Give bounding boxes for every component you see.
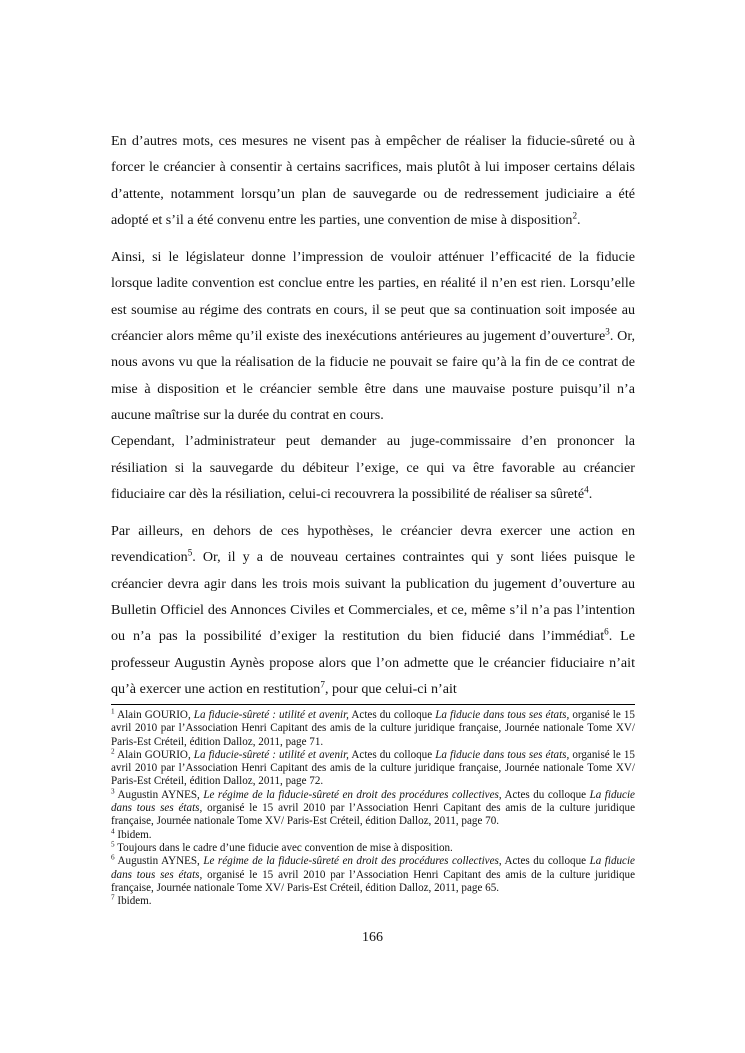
footnote-reference: 7 — [111, 893, 115, 902]
paragraph-3 — [111, 428, 635, 507]
footnote-reference: 7 — [320, 679, 325, 690]
text-run: . Or, il y a de nouveau certaines contraintes qui y sont liées puisque le créancier devra agir dans les trois mois suivant la publication du jugement d’ouverture au Bulletin Officiel des Annonces Civiles et Commerciales, et ce, même s’il n’a pas l’intention ou n’a pas la possibilité d’exiger la restitution du bien fiducié dans l’immédiat — [111, 549, 635, 645]
footnote-2 — [111, 749, 635, 789]
italic-title: La fiducie dans tous ses états, — [111, 855, 635, 881]
text-run: Augustin AYNES, — [114, 788, 204, 801]
text-run: Ibidem. — [114, 828, 152, 841]
footnote-reference: 2 — [572, 210, 578, 221]
text-run: . Or, nous avons vu que la réalisation de la fiducie ne pouvait se faire qu’à la fin de ce contrat de mise à disposition et le créancier semble être dans une mauvaise posture puisqu’il n’a aucune maîtrise sur la durée du contrat en cours. — [111, 328, 635, 423]
text-run: . — [588, 485, 593, 502]
footnote-7 — [111, 895, 635, 908]
text-run: organisé le 15 avril 2010 par l’Association Henri Capitant des amis de la culture juridique française, Journée nationale Tome XV/ Paris-Est Créteil, édition Dalloz, 2011, page 71. — [111, 709, 635, 748]
text-run: Alain GOURIO, — [114, 709, 194, 721]
text-run: Par ailleurs, en dehors de ces hypothèses, le créancier devra exercer une action en revendication — [111, 523, 635, 566]
paragraph-2 — [111, 244, 635, 428]
text-run: Alain GOURIO, — [114, 748, 194, 761]
text-run: Cependant, l’administrateur peut demander au juge-commissaire d’en prononcer la résiliation si la sauvegarde du débiteur l’exige, ce qui va être favorable au créancier fiduciaire car dès la résiliation, celui-ci recouvrera la possibilité de réaliser sa sûreté — [111, 433, 635, 502]
paragraph-4 — [111, 518, 635, 702]
footnote-reference: 5 — [187, 547, 193, 558]
footnotes — [111, 709, 635, 908]
text-run: organisé le 15 avril 2010 par l’Association Henri Capitant des amis de la culture juridique française, Journée nationale Tome XV/ Paris-Est Créteil, édition Dalloz, 2011, page 70. — [111, 802, 636, 828]
text-run: Ainsi, si le législateur donne l’impression de vouloir atténuer l’efficacité de la fiducie lorsque ladite convention est conclue entre les parties, en réalité il n’en est rien. Lorsqu’elle est soumise au régime des contrats en cours, il se peut que sa continuation soit imposée au créancier alors même qu’il existe des inexécutions antérieures au jugement d’ouverture — [111, 249, 635, 345]
footnote-4 — [111, 826, 635, 842]
text-run: En d’autres mots, ces mesures ne visent pas à empêcher de réaliser la fiducie-sûreté ou à forcer le créancier à consentir à certains sacrifices, mais plutôt à lui imposer certains délais d’attente, notamment lorsqu’un plan de sauvegarde ou de redressement judiciaire a été adopté et s’il a été convenu entre les parties, une convention de mise à disposition — [111, 133, 635, 228]
footnote-reference: 6 — [604, 626, 609, 637]
italic-title: La fiducie-sûreté : utilité et avenir, — [193, 748, 349, 761]
page-number: 166 — [362, 930, 383, 945]
text-run: . Le professeur Augustin Aynès propose alors que l’on admette que le créancier fiduciaire n’ait qu’à exercer une action en restitution — [111, 628, 635, 697]
text-run: Actes du colloque — [348, 748, 436, 761]
footnote-reference: 2 — [111, 747, 115, 756]
text-run: , Actes du colloque — [498, 788, 590, 801]
text-run: Ibidem. — [114, 895, 152, 908]
text-run: organisé le 15 avril 2010 par l’Association Henri Capitant des amis de la culture juridique française, Journée nationale Tome XV/ Paris-Est Créteil, édition Dalloz, 2011, page 65. — [111, 868, 636, 894]
footnote-reference: 3 — [111, 787, 115, 796]
text-run: , Actes du colloque — [498, 855, 590, 868]
footnote-1 — [111, 709, 635, 749]
italic-title: Le régime de la fiducie-sûreté en droit des procédures collectives — [203, 855, 499, 868]
text-run: , pour que celui-ci n’ait — [324, 680, 457, 697]
text-run: Toujours dans le cadre d’une fiducie avec convention de mise à disposition. — [114, 841, 453, 854]
italic-title: La fiducie dans tous ses états, — [435, 748, 570, 761]
text-run: . — [577, 211, 581, 228]
text-run: Augustin AYNES, — [114, 855, 204, 868]
paragraph-1 — [111, 128, 635, 233]
footnote-5 — [111, 842, 635, 855]
footnote-6 — [111, 855, 635, 895]
footnote-separator — [111, 704, 635, 705]
italic-title: La fiducie-sûreté : utilité et avenir, — [193, 709, 349, 721]
footnote-reference: 4 — [584, 484, 589, 495]
italic-title: La fiducie dans tous ses états, — [435, 709, 570, 721]
footnote-reference: 1 — [111, 707, 115, 716]
footnote-reference: 5 — [111, 840, 115, 849]
footnote-3 — [111, 789, 635, 829]
text-run: organisé le 15 avril 2010 par l’Association Henri Capitant des amis de la culture juridique française, Journée nationale Tome XV/ Paris-Est Créteil, édition Dalloz, 2011, page 72. — [111, 748, 635, 788]
footnote-reference: 3 — [605, 326, 610, 337]
italic-title: La fiducie dans tous ses états, — [111, 788, 635, 815]
footnote-reference: 4 — [111, 826, 115, 835]
italic-title: Le régime de la fiducie-sûreté en droit des procédures collectives — [203, 788, 499, 801]
footnote-reference: 6 — [111, 853, 115, 862]
text-run: Actes du colloque — [348, 709, 436, 721]
